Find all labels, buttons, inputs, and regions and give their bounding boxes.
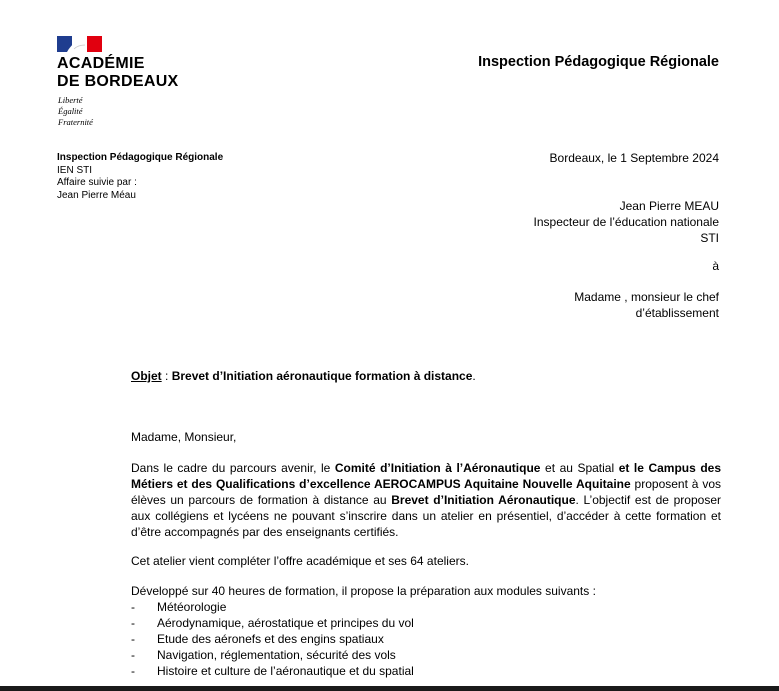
subject-line	[131, 368, 476, 384]
from-name: Jean Pierre MEAU	[619, 199, 719, 213]
subject-text: Brevet d’Initiation aéronautique formation à distance	[171, 369, 473, 383]
sender-org: Inspection Pédagogique Régionale	[57, 152, 224, 163]
sender-followed-name: Jean Pierre Méau	[57, 189, 136, 201]
para1-text-1: Dans le cadre du parcours avenir, le	[131, 461, 335, 475]
para1-text-2: et au Spatial	[540, 461, 619, 475]
subject-sep: :	[161, 369, 172, 383]
motto-egalite: Égalité	[58, 106, 83, 116]
list-item: - Aérodynamique, aérostatique et principes du vol	[131, 615, 414, 631]
from-title: Inspecteur de l’éducation nationale	[533, 215, 719, 229]
from-dept: STI	[700, 231, 719, 245]
to-line1: Madame , monsieur le chef	[574, 290, 719, 304]
header-title: Inspection Pédagogique Régionale	[478, 54, 719, 70]
letter-date: Bordeaux, le 1 Septembre 2024	[549, 151, 719, 165]
para1-bold-2: et le Campus des Métiers et des Qualifications d’excellence AEROCAMPUS Aquitaine Nouvelle Aquitaine	[131, 461, 721, 491]
logo-bordeaux: DE BORDEAUX	[57, 73, 179, 90]
marianne-flag-logo-icon	[57, 36, 102, 52]
recipient-from-block	[534, 198, 719, 246]
motto-fraternite: Fraternité	[58, 117, 93, 127]
logo-academie: ACADÉMIE	[57, 55, 145, 72]
modules-list	[131, 599, 414, 679]
to-line2: d’établissement	[635, 306, 719, 320]
sender-service: IEN STI	[57, 164, 93, 176]
para1-bold-3: Brevet d’Initiation Aéronautique	[391, 493, 576, 507]
paragraph-offer: Cet atelier vient compléter l’offre académique et ses 64 ateliers.	[131, 554, 469, 568]
sender-followed-label: Affaire suivie par :	[57, 177, 137, 188]
list-item: - Météorologie	[131, 599, 414, 615]
list-item: - Navigation, réglementation, sécurité des vols	[131, 647, 414, 663]
paragraph-intro	[131, 460, 721, 540]
page-bottom-edge	[0, 686, 779, 691]
subject-label: Objet	[131, 369, 162, 383]
recipient-to-block	[574, 289, 719, 321]
salutation: Madame, Monsieur,	[131, 430, 237, 444]
to-word: à	[712, 259, 719, 273]
motto-liberte: Liberté	[58, 95, 83, 105]
para1-text-4: . L’objectif est de proposer aux collégiens et lycéens ne pouvant s’inscrire dans un atelier en présentiel, d’accéder à cette formation et d’être accompagnés par des enseignants certifiés.	[131, 493, 721, 539]
list-item: - Histoire et culture de l’aéronautique et du spatial	[131, 663, 414, 679]
para1-text-3: proposent à vos élèves un parcours de formation à distance au	[131, 477, 721, 507]
paragraph-modules-intro: Développé sur 40 heures de formation, il propose la préparation aux modules suivants :	[131, 584, 596, 598]
subject-end: .	[472, 369, 476, 383]
para1-bold-1: Comité d’Initiation à l’Aéronautique	[334, 461, 541, 475]
list-item: - Etude des aéronefs et des engins spatiaux	[131, 631, 414, 647]
sender-block	[57, 152, 223, 202]
